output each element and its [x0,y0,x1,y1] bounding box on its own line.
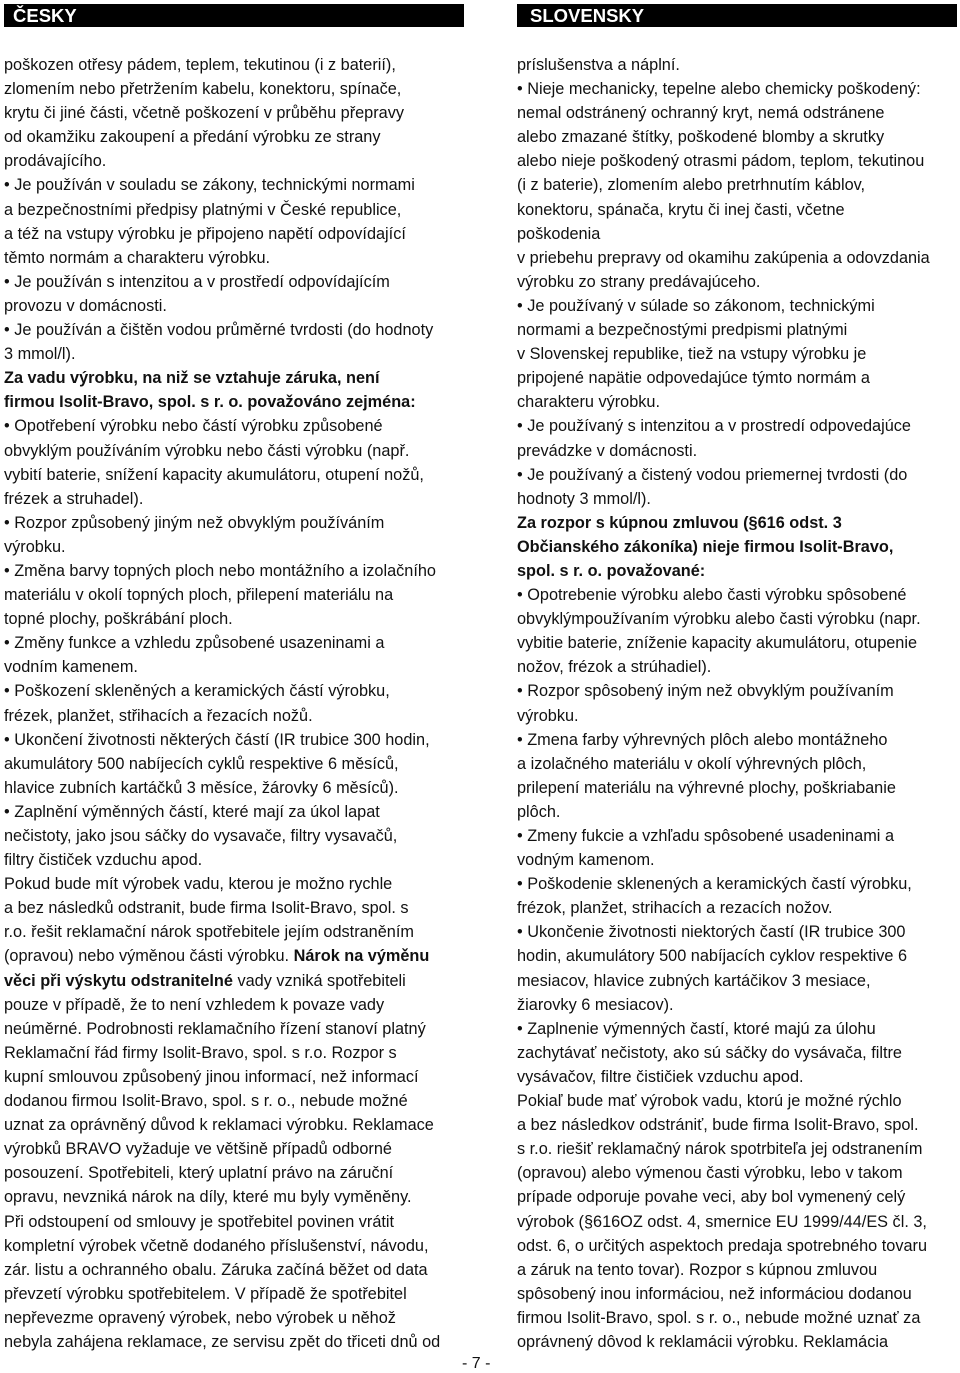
text-line: • Zmena farby výhrevných plôch alebo montážneho [517,730,888,749]
text-line: materiálu v okolí topných ploch, přilepení materiálu na [4,586,394,605]
text-line: poškodenia [517,224,601,243]
text-line: převzetí výrobku spotřebitelem. V případě že spotřebitel [4,1284,407,1303]
text-line: prilepení materiálu na výhrevné plochy, poškriabanie [517,778,896,797]
text-line: Občianského zákoníka) nieje firmou Isolit-Bravo, [517,537,894,556]
text-line: nemal odstránený ochranný kryt, nemá odstránene [517,104,885,123]
text-line: alebo nieje poškodený otrasmi pádom, teplom, tekutinou [517,152,925,171]
text-line: prevádzke v domácnosti. [517,441,698,460]
text-line: žiarovky 6 mesiacov). [517,995,674,1014]
text-line: firmou Isolit-Bravo, spol. s r. o. považováno zejména: [4,393,416,412]
text-line: obvyklým používáním výrobku nebo části výrobku (např. [4,441,410,460]
text-line: Při odstoupení od smlouvy je spotřebitel povinen vrátit [4,1212,395,1231]
text-line: oprávnený dôvod k reklamácii výrobku. Reklamácia [517,1332,889,1351]
text-line: plôch. [517,802,561,821]
text-line: Pokud bude mít výrobek vadu, kterou je možno rychle [4,875,393,894]
text-line: • Zaplnění výměnných částí, které mají za úkol lapat [4,802,380,821]
text-line: vybitie baterie, zníženie kapacity akumulátoru, otupenie [517,634,918,653]
text-line: frézek a struhadel). [4,489,144,508]
czech-section-header: ČESKY [4,4,464,27]
text-line: frézek, planžet, střihacích a řezacích nožů. [4,706,313,725]
page-number: - 7 - [462,1355,491,1372]
text-line: vybití baterie, snížení kapacity akumulátoru, otupení nožů, [4,465,424,484]
text-line: dodanou firmou Isolit-Bravo, spol. s r. o., nebude možné [4,1092,408,1111]
text-line: spol. s r. o. považované: [517,561,706,580]
text-line: výrobku. [517,706,579,725]
text-line: nebyla zahájena reklamace, ze servisu zpět do třiceti dnů od [4,1332,441,1351]
text-line: charakteru výrobku. [517,393,660,412]
text-line: odst. 6, o určitých aspektoch predaja spotrebného tovaru [517,1236,927,1255]
text-line: • Opotrebenie výrobku alebo časti výrobku spôsobené [517,586,907,605]
text-line: • Změna barvy topných ploch nebo montážního a izolačního [4,561,436,580]
text-line: • Je používán s intenzitou a v prostředí odpovídajícím [4,272,390,291]
text-line: • Zaplnenie výmenných častí, ktoré majú za úlohu [517,1019,876,1038]
text-line: nožov, frézok a strúhadiel). [517,658,712,677]
text-line: výrobku. [4,537,66,556]
text-line: provozu v domácnosti. [4,296,167,315]
text-line: filtry čističek vzduchu apod. [4,851,203,870]
text-line: a bez následků odstranit, bude firma Isolit-Bravo, spol. s [4,899,409,918]
text-line: kupní smlouvou způsobený jinou informací, než informací [4,1067,419,1086]
text-line: (opravou) alebo výmenou časti výrobku, lebo v takom [517,1164,903,1183]
text-line: a záruk na tento tovar). Rozpor s kúpnou zmluvou [517,1260,878,1279]
text-line [4,944,464,968]
text-line: prodávajícího. [4,152,107,171]
text-line: nečistoty, jako jsou sáčky do vysavače, filtry vysavačů, [4,827,398,845]
text-line: nepřevezme opravený výrobek, nebo výrobek u něhož [4,1308,396,1327]
text-segment: (opravou) nebo výměnou části výrobku. [4,947,294,966]
text-line: Pokiaľ bude mať výrobok vadu, ktorú je možné rýchlo [517,1092,902,1111]
text-line: hodnoty 3 mmol/l). [517,489,651,508]
text-line: • Poškodenie sklenených a keramických častí výrobku, [517,875,912,894]
text-line: • Je používán v souladu se zákony, technickými normami [4,176,415,195]
text-line: vysávačov, filtre čističiek vzduchu apod. [517,1067,804,1086]
text-line: spôsobený inou informáciou, než informáciou dodanou [517,1284,912,1303]
text-line: pouze v případě, že to není vzhledem k povaze vady [4,995,385,1014]
text-line: výrobku zo strany predávajúceho. [517,272,761,291]
text-line: těmto normám a charakteru výrobku. [4,248,271,267]
text-line: alebo zmazané štítky, poškodené blomby a skrutky [517,128,885,147]
text-line: a izolačného materiálu v okolí výhrevných plôch, [517,754,867,773]
text-line: topné plochy, poškrábání ploch. [4,610,233,629]
text-line: Za rozpor s kúpnou zmluvou (§616 odst. 3 [517,513,842,532]
text-line: konektoru, spánača, krytu či inej časti, včetne [517,200,845,219]
text-line: v Slovenskej republike, tiež na vstupy výrobku je [517,345,867,364]
text-line: r.o. řešit reklamační nárok spotřebitele jejím odstraněním [4,923,414,942]
text-line: • Je používaný s intenzitou a v prostredí odpovedajúce [517,417,911,436]
slovak-body-text [517,53,957,1354]
text-line: s r.o. riešiť reklamačný nárok spotrbiteľa jej odstranením [517,1140,923,1159]
text-line: krytu či jiné části, včetně poškození v průběhu přepravy [4,104,404,123]
bold-segment: věci při výskytu odstranitelné [4,971,233,990]
text-line: poškozen otřesy pádem, teplem, tekutinou (i z baterií), [4,56,396,74]
text-line: Reklamační řád firmy Isolit-Bravo, spol. s r.o. Rozpor s [4,1043,397,1062]
text-line: uznat za oprávněný důvod k reklamaci výrobku. Reklamace [4,1116,434,1135]
text-line: Za vadu výrobku, na niž se vztahuje záruka, není [4,369,380,388]
text-line: pripojené napätie odpovedajúce týmto normám a [517,369,870,388]
text-line: • Je používán a čištěn vodou průměrné tvrdosti (do hodnoty [4,321,434,340]
slovak-section-header: SLOVENSKY [517,4,957,27]
text-line: opravu, nevzniká nárok na díly, které mu byly vyměněny. [4,1188,412,1207]
text-line: • Změny funkce a vzhledu způsobené usazeninami a [4,634,385,653]
text-line: prípade odporuje povahe veci, aby bol vymenený celý [517,1188,906,1207]
text-line: 3 mmol/l). [4,345,76,364]
text-line: • Je používaný v súlade so zákonom, technickými [517,296,875,315]
text-line: vodním kamenem. [4,658,138,677]
text-line: príslušenstva a náplní. [517,56,680,74]
text-line: mesiacov, hlavice zubných kartáčikov 3 mesiace, [517,971,871,990]
text-line: • Rozpor spôsobený iným než obvyklým používaním [517,682,894,701]
text-line: • Poškození skleněných a keramických částí výrobku, [4,682,390,701]
text-line: • Ukončenie životnosti niektorých častí (IR trubice 300 [517,923,906,942]
bold-segment: Nárok na výměnu [293,947,430,966]
text-line: výrobok (§616OZ odst. 4, smernice EU 1999/44/ES čl. 3, [517,1212,927,1231]
text-line: firmou Isolit-Bravo, spol. s r. o., nebude možné uznať za [517,1308,921,1327]
text-line: • Zmeny fukcie a vzhľadu spôsobené usadeninami a [517,827,894,845]
text-line: obvyklýmpoužívaním výrobku alebo časti výrobku (napr. [517,610,921,629]
text-line: od okamžiku zakoupení a předání výrobku ze strany [4,128,381,147]
text-line: • Je používaný a čistený vodou priemernej tvrdosti (do [517,465,908,484]
text-line: • Nieje mechanicky, tepelne alebo chemicky poškodený: [517,80,921,99]
text-line: v priebehu prepravy od okamihu zakúpenia a odovzdania [517,248,930,267]
text-line: • Opotřebení výrobku nebo částí výrobku způsobené [4,417,383,436]
text-line: a bezpečnostními předpisy platnými v České republice, [4,200,402,219]
text-line: a též na vstupy výrobku je připojeno napětí odpovídající [4,224,406,243]
text-line: hlavice zubních kartáčků 3 měsíce, žárovky 6 měsíců). [4,778,399,797]
czech-body-text [4,53,464,1354]
slovak-column [517,4,957,1354]
text-line: posouzení. Spotřebiteli, který uplatní právo na záruční [4,1164,394,1183]
text-line: vodným kamenom. [517,851,655,870]
text-line: zár. listu a ochranného obalu. Záruka začíná běžet od data [4,1260,428,1279]
text-line: (i z baterie), zlomením alebo pretrhnutím káblov, [517,176,866,195]
text-line: a bez následkov odstrániť, bude firma Isolit-Bravo, spol. [517,1116,919,1135]
text-line: neúměrné. Podrobnosti reklamačního řízení stanoví platný [4,1019,426,1038]
text-line: zlomením nebo přetržením kabelu, konektoru, spínače, [4,80,402,99]
text-line: • Ukončení životnosti některých částí (IR trubice 300 hodin, [4,730,430,749]
czech-column [4,4,464,1354]
text-line [4,969,464,993]
text-segment: vady vzniká spotřebiteli [232,971,406,990]
text-line: normami a bezpečnostými predpismi platnými [517,321,848,340]
text-line: hodin, akumulátory 500 nabíjacích cyklov respektive 6 [517,947,908,966]
text-line: frézok, planžet, strihacích a rezacích nožov. [517,899,833,918]
text-line: výrobků BRAVO vyžaduje ve většině případů odborné [4,1140,392,1159]
text-line: akumulátory 500 nabíjecích cyklů respektive 6 měsíců, [4,754,399,773]
text-line: kompletní výrobek včetně dodaného příslušenství, návodu, [4,1236,429,1255]
text-line: • Rozpor způsobený jiným než obvyklým používáním [4,513,385,532]
text-line: zachytávať nečistoty, ako sú sáčky do vysávača, filtre [517,1043,902,1062]
